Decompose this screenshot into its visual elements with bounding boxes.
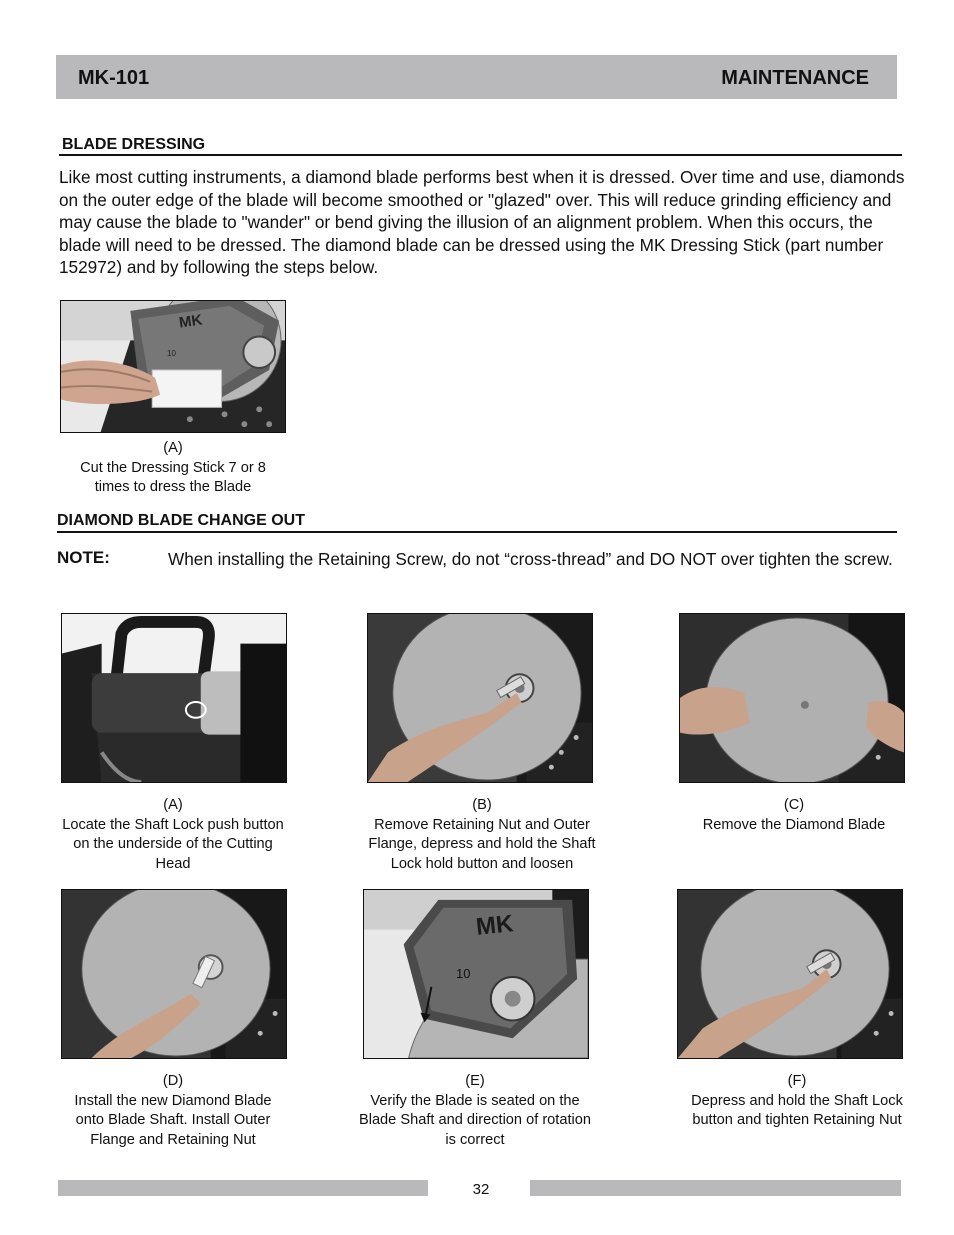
- photo-step-a: [61, 613, 287, 783]
- step-label: (F): [787, 1073, 807, 1089]
- step-text: Remove Retaining Nut and Outer Flange, depress and hold the Shaft Lock hold button and loosen: [368, 816, 596, 872]
- note-label: NOTE:: [57, 548, 110, 567]
- step-f-caption: [676, 1072, 918, 1131]
- header-bar: [56, 55, 897, 99]
- step-text: Depress and hold the Shaft Lock button and tighten Retaining Nut: [691, 1092, 903, 1129]
- step-b-caption: [352, 796, 612, 874]
- footer-bar-right: [530, 1180, 901, 1196]
- figure-dressing-caption: [62, 439, 284, 498]
- step-label: (B): [472, 797, 492, 813]
- figure-label: (A): [163, 440, 183, 456]
- blade-mark: 10: [167, 349, 176, 358]
- step-label: (C): [783, 797, 805, 813]
- blade-dressing-paragraph: Like most cutting instruments, a diamond blade performs best when it is dressed. Over time and use, diamonds on the outer edge of the blade will become smoothed or "glazed" over. This will reduce grinding efficiency and may cause the blade to "wander" or bend giving the illusion of an alignment problem. When this occurs, the blade will need to be dressed. The diamond blade can be dressed using the MK Dressing Stick (part number 152972) and by following the steps below.: [59, 167, 905, 277]
- page-number: 32: [472, 1181, 490, 1198]
- step-label: (A): [163, 797, 183, 813]
- step-a-caption: [62, 796, 284, 874]
- model-name: MK-101: [78, 67, 150, 89]
- blade-dressing-title: BLADE DRESSING: [62, 136, 206, 153]
- figure-text: Cut the Dressing Stick 7 or 8 times to dress the Blade: [80, 459, 266, 496]
- section-rule: [59, 154, 902, 156]
- mk-logo: MK: [177, 311, 204, 332]
- note-text: When installing the Retaining Screw, do not “cross-thread” and DO NOT over tighten the screw.: [168, 549, 893, 569]
- step-label: (D): [162, 1073, 184, 1089]
- step-text: Install the new Diamond Blade onto Blade Shaft. Install Outer Flange and Retaining Nut: [74, 1092, 272, 1148]
- footer-bar-left: [58, 1180, 428, 1196]
- photo-step-e: [363, 889, 589, 1059]
- step-text: Locate the Shaft Lock push button on the underside of the Cutting Head: [62, 816, 284, 872]
- photo-step-c: [679, 613, 905, 783]
- section-rule: [57, 531, 897, 533]
- photo-step-b: [367, 613, 593, 783]
- section-name: MAINTENANCE: [721, 67, 869, 89]
- change-out-title: DIAMOND BLADE CHANGE OUT: [57, 512, 305, 529]
- step-label: (E): [465, 1073, 485, 1089]
- mk-logo: MK: [474, 910, 515, 941]
- photo-dressing-stick: [60, 300, 286, 433]
- step-e-caption: [355, 1072, 595, 1150]
- photo-step-f: [677, 889, 903, 1059]
- step-text: Verify the Blade is seated on the Blade Shaft and direction of rotation is correct: [358, 1092, 592, 1148]
- step-text: Remove the Diamond Blade: [702, 816, 886, 833]
- blade-mark: 10: [456, 966, 471, 981]
- photo-step-d: [61, 889, 287, 1059]
- step-d-caption: [62, 1072, 284, 1150]
- step-c-caption: [680, 796, 908, 835]
